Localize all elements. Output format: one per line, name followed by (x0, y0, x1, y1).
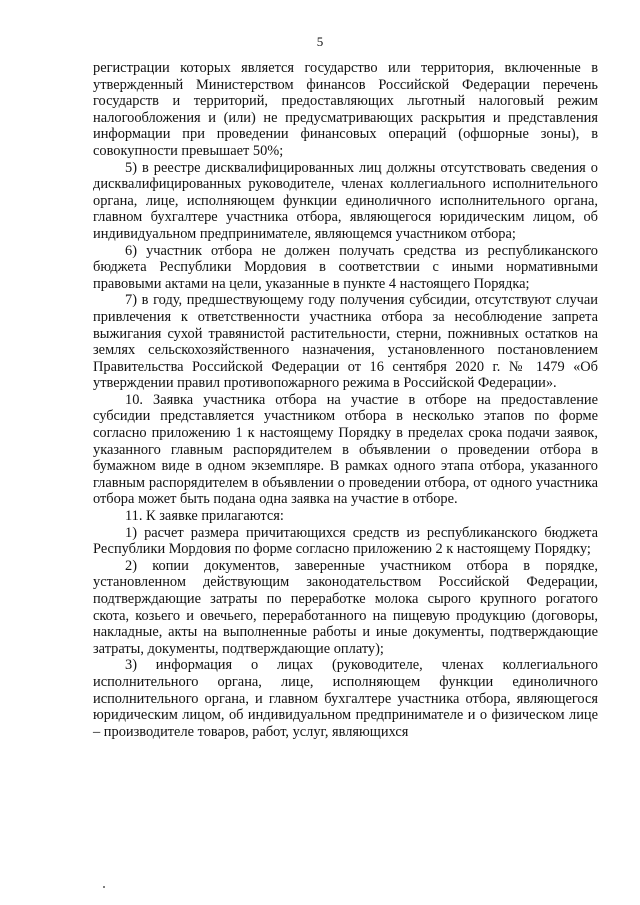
paragraph-attachment-3: 3) информация о лицах (руководителе, членах коллегиального исполнительного органа, лице, исполняющем функции единоличного исполнительного органа, и главном бухгалтере участника отбора, являющегося юридическим лицом, об индивидуальном предпринимателе и о физическом лице – производителе товаров, работ, услуг, являющихся (93, 657, 598, 740)
paragraph-attachment-1: 1) расчет размера причитающихся средств из республиканского бюджета Республики Мордовия по форме согласно приложению 2 к настоящему Порядку; (93, 524, 598, 558)
paragraph-section-10: 10. Заявка участника отбора на участие в отборе на предоставление субсидии представляется участником отбора в несколько этапов по форме согласно приложению 1 к настоящему Порядку в пределах срока подачи заявок, указанного главным распорядителем в объявлении о проведении отбора в бумажном виде в одном экземпляре. В рамках одного этапа отбора, указанного главным распорядителем в объявлении о проведении отбора, от одного участника отбора может быть подана одна заявка на участие в отборе. (93, 391, 598, 508)
paragraph-attachment-2: 2) копии документов, заверенные участником отбора в порядке, установленном действующим законодательством Российской Федерации, подтверждающие затраты по переработке молока сырого крупного рогатого скота, козьего и овечьего, переработанного на пищевую продукцию (договоры, накладные, акты на выполненные работы и иные документы, подтверждающие затраты, документы, подтверждающие оплату); (93, 557, 598, 657)
page-number: 5 (316, 34, 324, 49)
paragraph-item-6: 6) участник отбора не должен получать средства из республиканского бюджета Республики Мордовия в соответствии с иными нормативными правовыми актами на цели, указанные в пункте 4 настоящего Порядка; (93, 242, 598, 292)
paragraph-continuation: регистрации которых является государство или территория, включенные в утвержденный Министерством финансов Российской Федерации перечень государств и территорий, предоставляющих льготный налоговый режим налогообложения и (или) не предусматривающих раскрытия и представления информации при проведении финансовых операций (офшорные зоны), в совокупности превышает 50%; (93, 60, 598, 159)
paragraph-item-5: 5) в реестре дисквалифицированных лиц должны отсутствовать сведения о дисквалифицированных руководителе, членах коллегиального исполнительного органа, лице, исполняющем функции единоличного исполнительного органа, главном бухгалтере участника отбора, являющегося юридическим лицом, об индивидуальном предпринимателе, являющемся участником отбора; (93, 159, 598, 242)
scan-speck (103, 886, 105, 888)
document-body (93, 60, 598, 740)
paragraph-section-11: 11. К заявке прилагаются: (125, 508, 284, 525)
paragraph-item-7: 7) в году, предшествующему году получения субсидии, отсутствуют случаи привлечения к ответственности участника отбора за несоблюдение запрета выжигания сухой травянистой растительности, стерни, пожнивных остатков на землях сельскохозяйственного назначения, установленного постановлением Правительства Российской Федерации от 16 сентября 2020 г. № 1479 «Об утверждении правил противопожарного режима в Российской Федерации». (93, 292, 598, 392)
